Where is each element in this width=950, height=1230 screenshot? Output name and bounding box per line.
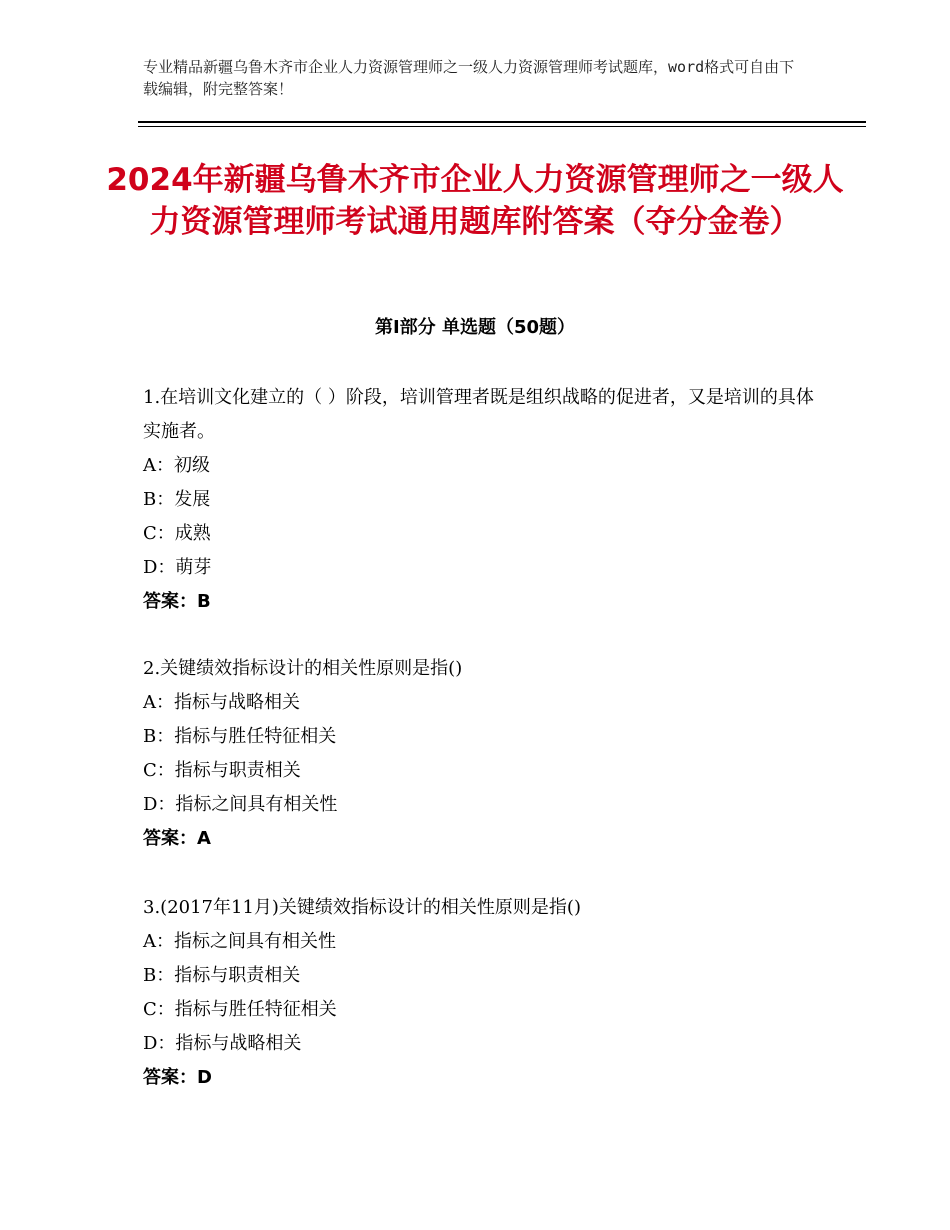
- answer-value: A: [197, 828, 211, 849]
- header-divider-thick: [138, 121, 866, 123]
- answer-label: 答案：: [143, 591, 197, 612]
- answer-line: [143, 1061, 823, 1095]
- option-d: D：萌芽: [143, 557, 212, 578]
- option-b: B：指标与职责相关: [143, 965, 301, 986]
- option-b: B：指标与胜任特征相关: [143, 726, 337, 747]
- document-title: 2024年新疆乌鲁木齐市企业人力资源管理师之一级人力资源管理师考试通用题库附答案（夺分金卷）: [106, 162, 844, 240]
- option-d: D：指标与战略相关: [143, 1033, 302, 1054]
- answer-value: B: [197, 591, 211, 612]
- question-3: [143, 891, 823, 1095]
- option-a: A：指标与战略相关: [143, 692, 300, 713]
- option-a: A：初级: [143, 455, 210, 476]
- question-1: [143, 381, 823, 619]
- question-stem: 2.关键绩效指标设计的相关性原则是指(): [143, 658, 463, 679]
- question-2: [143, 652, 823, 856]
- header-note: 专业精品新疆乌鲁木齐市企业人力资源管理师之一级人力资源管理师考试题库，word格式可自由下载编辑，附完整答案！: [143, 58, 795, 98]
- answer-label: 答案：: [143, 1067, 197, 1088]
- answer-line: [143, 822, 823, 856]
- option-c: C：指标与职责相关: [143, 760, 301, 781]
- option-c: C：成熟: [143, 523, 211, 544]
- option-c: C：指标与胜任特征相关: [143, 999, 337, 1020]
- answer-line: [143, 585, 823, 619]
- question-stem: 3.(2017年11月)关键绩效指标设计的相关性原则是指(): [143, 897, 581, 918]
- answer-value: D: [197, 1067, 212, 1088]
- option-d: D：指标之间具有相关性: [143, 794, 338, 815]
- option-b: B：发展: [143, 489, 211, 510]
- answer-label: 答案：: [143, 828, 197, 849]
- section-title: 第Ⅰ部分 单选题（50题）: [374, 317, 575, 338]
- option-a: A：指标之间具有相关性: [143, 931, 336, 952]
- question-stem: 1.在培训文化建立的（ ）阶段，培训管理者既是组织战略的促进者，又是培训的具体实施者。: [143, 387, 814, 442]
- header-divider-thin: [138, 126, 866, 127]
